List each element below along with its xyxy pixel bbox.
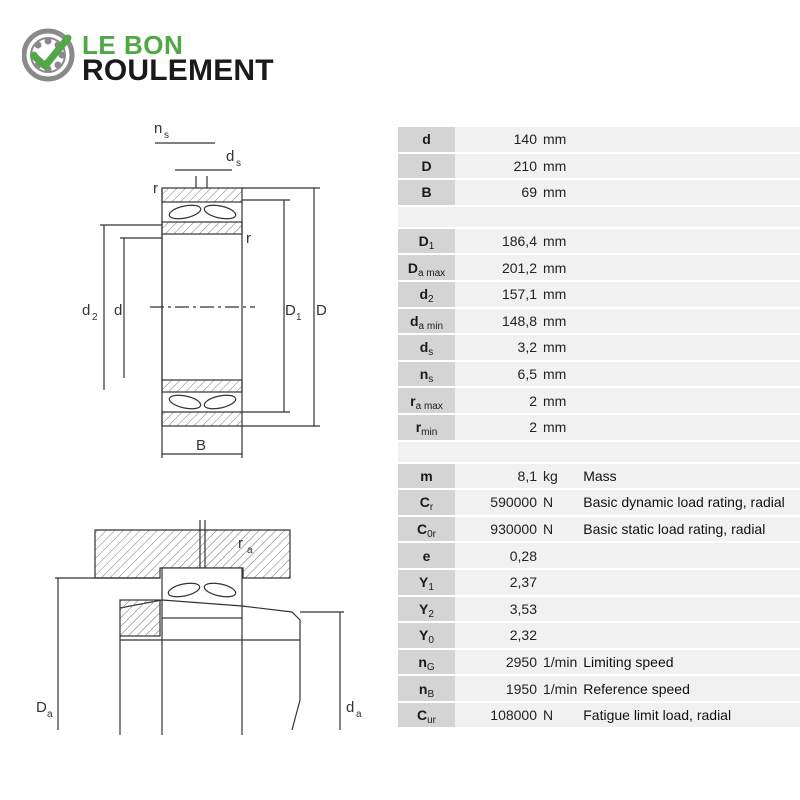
svg-text:s: s [164, 130, 169, 141]
spec-description [577, 623, 800, 648]
spec-value: 108000 [455, 703, 541, 728]
spec-description [577, 597, 800, 622]
spec-row [398, 309, 800, 334]
svg-text:B: B [196, 437, 207, 454]
spec-symbol: $n_B$ [398, 676, 455, 701]
spec-symbol: $d_{a min}$ [398, 309, 455, 334]
spec-symbol: $D_1$ [398, 229, 455, 254]
spec-unit: mm [541, 362, 577, 387]
spec-unit: mm [541, 309, 577, 334]
spec-description [577, 543, 800, 568]
spec-value: 3,2 [455, 335, 541, 360]
spec-unit [541, 623, 577, 648]
spec-row [398, 229, 800, 254]
spec-value: 0,28 [455, 543, 541, 568]
spec-description [577, 362, 800, 387]
mounting-drawing [55, 520, 344, 735]
spec-value: 2 [455, 388, 541, 413]
spec-row [398, 335, 800, 360]
spec-description [577, 335, 800, 360]
svg-text:a: a [47, 709, 53, 720]
spec-unit: mm [541, 229, 577, 254]
spec-value: 2,32 [455, 623, 541, 648]
svg-text:r: r [238, 535, 243, 552]
svg-text:D: D [316, 302, 327, 319]
spec-description: Reference speed [577, 676, 800, 701]
spec-row [398, 597, 800, 622]
spec-description [577, 309, 800, 334]
spec-symbol: d [398, 127, 455, 152]
spec-unit: mm [541, 180, 577, 205]
spec-symbol: $C_{ur}$ [398, 703, 455, 728]
spec-value: 1950 [455, 676, 541, 701]
spec-symbol: m [398, 464, 455, 489]
spec-symbol: $Y_0$ [398, 623, 455, 648]
spec-description [577, 127, 800, 152]
spec-value: 140 [455, 127, 541, 152]
spec-unit [541, 570, 577, 595]
spec-row [398, 362, 800, 387]
spec-description: Basic static load rating, radial [577, 517, 800, 542]
svg-text:D: D [285, 302, 296, 319]
spec-unit: mm [541, 335, 577, 360]
spec-row [398, 623, 800, 648]
spec-unit: mm [541, 127, 577, 152]
spec-row [398, 676, 800, 701]
svg-text:2: 2 [92, 312, 98, 323]
spec-unit: mm [541, 388, 577, 413]
spec-description [577, 282, 800, 307]
spec-row [398, 282, 800, 307]
spec-value: 201,2 [455, 255, 541, 280]
spec-symbol: $r_{a max}$ [398, 388, 455, 413]
spec-symbol: $D_{a max}$ [398, 255, 455, 280]
spec-row [398, 154, 800, 179]
brand-name-line1: LE BON [82, 30, 184, 60]
svg-text:d: d [226, 148, 235, 165]
spec-description [577, 180, 800, 205]
svg-text:a: a [356, 709, 362, 720]
brand-name-line2: ROULEMENT [82, 54, 274, 87]
spec-unit: mm [541, 415, 577, 440]
spec-symbol: $r_{min}$ [398, 415, 455, 440]
svg-text:1: 1 [296, 312, 302, 323]
spec-row [398, 570, 800, 595]
cross-section-top [100, 143, 320, 458]
spec-value: 590000 [455, 490, 541, 515]
svg-text:d: d [114, 302, 123, 319]
spec-value: 2,37 [455, 570, 541, 595]
spec-value: 3,53 [455, 597, 541, 622]
spec-symbol: e [398, 543, 455, 568]
spec-row [398, 388, 800, 413]
spec-description: Basic dynamic load rating, radial [577, 490, 800, 515]
spec-value: 157,1 [455, 282, 541, 307]
svg-text:r: r [153, 180, 158, 197]
spec-unit: mm [541, 255, 577, 280]
spec-table [398, 125, 800, 729]
spec-separator [398, 207, 800, 227]
spec-description [577, 388, 800, 413]
spec-value: 2 [455, 415, 541, 440]
spec-unit [541, 597, 577, 622]
spec-unit: 1/min [541, 650, 577, 675]
spec-value: 8,1 [455, 464, 541, 489]
spec-symbol: $d_2$ [398, 282, 455, 307]
svg-text:d: d [346, 699, 355, 716]
spec-unit: mm [541, 282, 577, 307]
spec-symbol: B [398, 180, 455, 205]
spec-unit: N [541, 517, 577, 542]
spec-unit: mm [541, 154, 577, 179]
spec-separator [398, 442, 800, 462]
spec-row [398, 464, 800, 489]
spec-description: Fatigue limit load, radial [577, 703, 800, 728]
spec-description [577, 415, 800, 440]
spec-description [577, 570, 800, 595]
svg-text:n: n [154, 120, 163, 137]
spec-symbol: $n_s$ [398, 362, 455, 387]
spec-unit: 1/min [541, 676, 577, 701]
spec-row [398, 517, 800, 542]
spec-description [577, 154, 800, 179]
spec-symbol: $C_r$ [398, 490, 455, 515]
svg-text:d: d [82, 302, 91, 319]
spec-description: Limiting speed [577, 650, 800, 675]
svg-text:a: a [247, 545, 253, 556]
spec-symbol: $Y_1$ [398, 570, 455, 595]
spec-value: 186,4 [455, 229, 541, 254]
spec-value: 2950 [455, 650, 541, 675]
spec-unit: N [541, 703, 577, 728]
spec-unit: N [541, 490, 577, 515]
spec-unit [541, 543, 577, 568]
spec-value: 6,5 [455, 362, 541, 387]
spec-unit: kg [541, 464, 577, 489]
spec-value: 210 [455, 154, 541, 179]
spec-symbol: $Y_2$ [398, 597, 455, 622]
spec-description [577, 255, 800, 280]
spec-row [398, 127, 800, 152]
spec-value: 69 [455, 180, 541, 205]
spec-symbol: $d_s$ [398, 335, 455, 360]
spec-value: 930000 [455, 517, 541, 542]
svg-text:r: r [246, 230, 251, 247]
spec-symbol: $C_{0r}$ [398, 517, 455, 542]
svg-text:D: D [36, 699, 47, 716]
spec-row [398, 415, 800, 440]
spec-symbol: $n_G$ [398, 650, 455, 675]
spec-description [577, 229, 800, 254]
spec-description: Mass [577, 464, 800, 489]
spec-value: 148,8 [455, 309, 541, 334]
spec-row [398, 180, 800, 205]
spec-symbol: D [398, 154, 455, 179]
spec-row [398, 703, 800, 728]
spec-row [398, 650, 800, 675]
spec-row [398, 490, 800, 515]
spec-row [398, 255, 800, 280]
svg-text:s: s [236, 158, 241, 169]
spec-row [398, 543, 800, 568]
